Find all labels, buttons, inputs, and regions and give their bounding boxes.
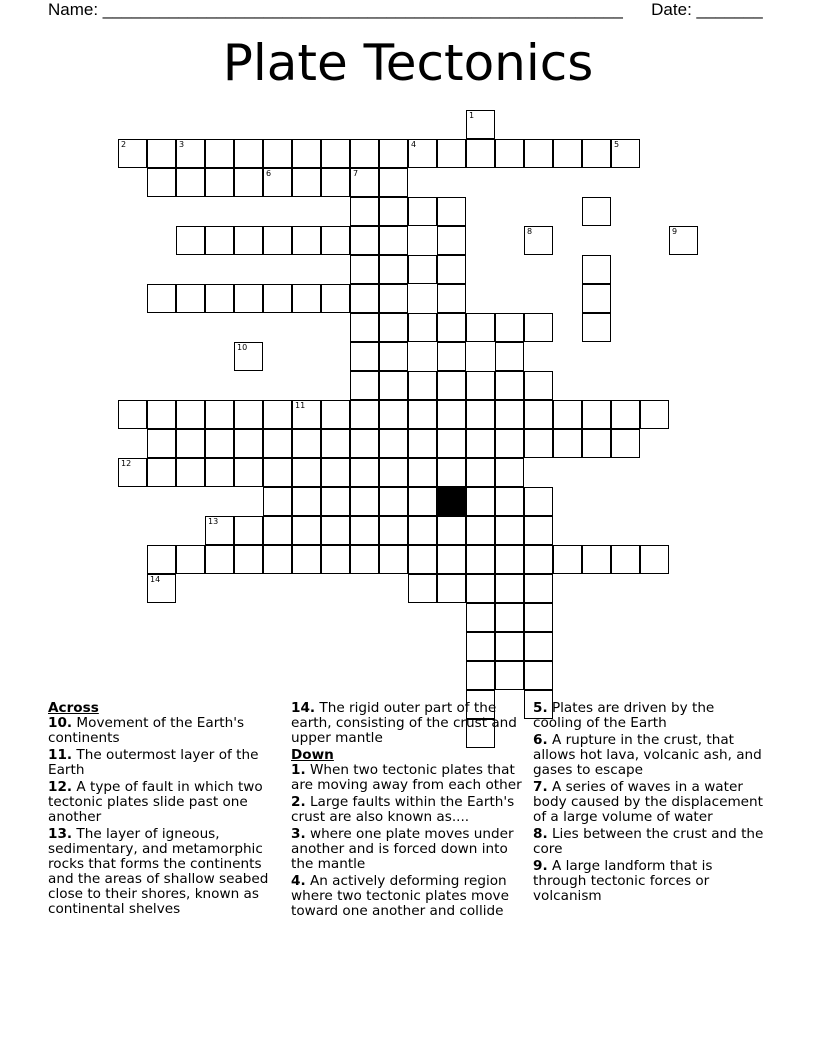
- grid-cell[interactable]: [495, 516, 524, 545]
- grid-cell[interactable]: [582, 313, 611, 342]
- grid-cell[interactable]: [408, 487, 437, 516]
- grid-cell[interactable]: [321, 226, 350, 255]
- grid-cell[interactable]: [176, 458, 205, 487]
- clue-number-label: 13: [208, 517, 219, 526]
- clue-across-12: [48, 780, 276, 825]
- grid-cell[interactable]: [437, 429, 466, 458]
- grid-cell[interactable]: [292, 168, 321, 197]
- grid-cell[interactable]: [292, 139, 321, 168]
- grid-cell[interactable]: [553, 429, 582, 458]
- grid-cell[interactable]: [263, 487, 292, 516]
- grid-cell[interactable]: [582, 284, 611, 313]
- grid-cell[interactable]: [640, 545, 669, 574]
- grid-cell[interactable]: [234, 226, 263, 255]
- clue-number-label: 9: [672, 227, 678, 236]
- clues-column-2: [291, 701, 523, 921]
- grid-cell[interactable]: [611, 400, 640, 429]
- clue-number-label: 10: [237, 343, 248, 352]
- grid-cell[interactable]: [524, 313, 553, 342]
- grid-cell[interactable]: [437, 516, 466, 545]
- grid-cell[interactable]: [466, 110, 495, 139]
- grid-cell[interactable]: [205, 139, 234, 168]
- grid-cell[interactable]: [466, 574, 495, 603]
- clue-number: 9.: [533, 858, 548, 874]
- grid-cell[interactable]: [495, 342, 524, 371]
- clue-down-6: [533, 733, 765, 778]
- clues-column-1: [48, 701, 276, 919]
- grid-cell[interactable]: [263, 429, 292, 458]
- grid-cell[interactable]: [495, 429, 524, 458]
- clue-number: 14.: [291, 700, 316, 716]
- grid-cell[interactable]: [437, 313, 466, 342]
- grid-cell[interactable]: [495, 661, 524, 690]
- grid-cell[interactable]: [147, 458, 176, 487]
- grid-cell[interactable]: [379, 400, 408, 429]
- grid-cell[interactable]: [234, 545, 263, 574]
- grid-cell[interactable]: [321, 458, 350, 487]
- grid-cell[interactable]: [379, 284, 408, 313]
- grid-cell[interactable]: [437, 255, 466, 284]
- grid-cell[interactable]: [495, 400, 524, 429]
- across-heading: Across: [48, 700, 99, 716]
- grid-cell[interactable]: [437, 284, 466, 313]
- grid-cell[interactable]: [553, 139, 582, 168]
- grid-cell[interactable]: [495, 371, 524, 400]
- clue-down-8: [533, 827, 765, 857]
- grid-cell[interactable]: [379, 487, 408, 516]
- grid-cell[interactable]: [379, 197, 408, 226]
- clue-number: 12.: [48, 779, 73, 795]
- grid-cell[interactable]: [611, 139, 640, 168]
- grid-cell[interactable]: [350, 429, 379, 458]
- grid-cell[interactable]: [495, 603, 524, 632]
- grid-cell[interactable]: [205, 429, 234, 458]
- grid-cell[interactable]: [321, 168, 350, 197]
- grid-cell[interactable]: [350, 371, 379, 400]
- clue-number: 1.: [291, 762, 306, 778]
- grid-cell[interactable]: [118, 400, 147, 429]
- grid-cell[interactable]: [408, 516, 437, 545]
- grid-cell[interactable]: [466, 371, 495, 400]
- grid-cell[interactable]: [437, 458, 466, 487]
- grid-cell[interactable]: [466, 458, 495, 487]
- grid-cell[interactable]: [437, 371, 466, 400]
- grid-cell[interactable]: [147, 400, 176, 429]
- grid-cell[interactable]: [176, 545, 205, 574]
- grid-cell[interactable]: [292, 429, 321, 458]
- clue-text: A large landform that is through tectonic forces or volcanism: [533, 858, 713, 904]
- grid-cell[interactable]: [524, 139, 553, 168]
- date-label: Date:: [651, 0, 697, 19]
- grid-cell[interactable]: [379, 139, 408, 168]
- grid-cell[interactable]: [321, 516, 350, 545]
- grid-cell[interactable]: [640, 400, 669, 429]
- grid-cell[interactable]: [263, 400, 292, 429]
- grid-cell[interactable]: [263, 139, 292, 168]
- clue-number-label: 3: [179, 140, 185, 149]
- grid-cell[interactable]: [350, 458, 379, 487]
- grid-cell[interactable]: [292, 400, 321, 429]
- grid-cell[interactable]: [466, 632, 495, 661]
- grid-cell[interactable]: [437, 197, 466, 226]
- clue-text: The outermost layer of the Earth: [48, 747, 259, 778]
- grid-cell[interactable]: [263, 458, 292, 487]
- clue-number: 2.: [291, 794, 306, 810]
- grid-cell[interactable]: [321, 429, 350, 458]
- grid-cell[interactable]: [466, 400, 495, 429]
- grid-cell[interactable]: [466, 313, 495, 342]
- grid-cell[interactable]: [408, 429, 437, 458]
- grid-cell[interactable]: [350, 313, 379, 342]
- grid-cell[interactable]: [147, 429, 176, 458]
- clue-number-label: 12: [121, 459, 132, 468]
- grid-cell[interactable]: [495, 632, 524, 661]
- grid-cell[interactable]: [292, 284, 321, 313]
- grid-cell[interactable]: [379, 458, 408, 487]
- grid-cell[interactable]: [321, 139, 350, 168]
- grid-cell[interactable]: [263, 226, 292, 255]
- clue-across-13: [48, 827, 276, 917]
- clue-number: 11.: [48, 747, 73, 763]
- clue-number-label: 2: [121, 140, 127, 149]
- grid-cell[interactable]: [611, 545, 640, 574]
- grid-cell[interactable]: [321, 284, 350, 313]
- grid-cell[interactable]: [118, 458, 147, 487]
- grid-cell[interactable]: [147, 284, 176, 313]
- clue-number: 7.: [533, 779, 548, 795]
- grid-cell[interactable]: [263, 516, 292, 545]
- grid-cell[interactable]: [350, 342, 379, 371]
- grid-cell[interactable]: [205, 400, 234, 429]
- grid-cell[interactable]: [350, 197, 379, 226]
- grid-cell[interactable]: [408, 545, 437, 574]
- grid-cell[interactable]: [466, 429, 495, 458]
- grid-cell[interactable]: [321, 487, 350, 516]
- grid-cell[interactable]: [379, 516, 408, 545]
- clue-number: 3.: [291, 826, 306, 842]
- grid-cell[interactable]: [408, 197, 437, 226]
- grid-cell[interactable]: [350, 400, 379, 429]
- grid-cell[interactable]: [205, 168, 234, 197]
- grid-cell[interactable]: [292, 458, 321, 487]
- grid-cell[interactable]: [466, 661, 495, 690]
- grid-cell[interactable]: [524, 400, 553, 429]
- clue-down-7: [533, 780, 765, 825]
- grid-cell[interactable]: [147, 574, 176, 603]
- grid-cell[interactable]: [582, 255, 611, 284]
- clue-text: When two tectonic plates that are moving away from each other: [291, 762, 522, 793]
- grid-cell[interactable]: [205, 284, 234, 313]
- clue-number: 13.: [48, 826, 73, 842]
- down-heading: Down: [291, 747, 334, 763]
- clue-across-14: [291, 701, 523, 746]
- grid-cell[interactable]: [147, 139, 176, 168]
- name-line[interactable]: _______________________________________________________: [102, 0, 623, 19]
- clue-text: Plates are driven by the cooling of the Earth: [533, 700, 715, 731]
- grid-cell[interactable]: [379, 313, 408, 342]
- clue-down-1: [291, 763, 523, 793]
- grid-cell[interactable]: [524, 371, 553, 400]
- grid-cell[interactable]: [176, 226, 205, 255]
- clue-number-label: 7: [353, 169, 359, 178]
- grid-cell[interactable]: [524, 487, 553, 516]
- clue-across-10: [48, 716, 276, 746]
- grid-cell[interactable]: [553, 400, 582, 429]
- clue-number: 4.: [291, 873, 306, 889]
- clue-down-5: [533, 701, 765, 731]
- grid-cell[interactable]: [350, 226, 379, 255]
- clue-down-2: [291, 795, 523, 825]
- grid-cell[interactable]: [379, 168, 408, 197]
- grid-cell[interactable]: [408, 371, 437, 400]
- grid-cell[interactable]: [263, 168, 292, 197]
- clues-column-3: [533, 701, 765, 906]
- clue-text: An actively deforming region where two tectonic plates move toward one another and collide: [291, 873, 509, 919]
- grid-cell[interactable]: [118, 139, 147, 168]
- grid-cell[interactable]: [466, 487, 495, 516]
- clue-number-label: 5: [614, 140, 620, 149]
- grid-cell[interactable]: [437, 226, 466, 255]
- grid-cell[interactable]: [524, 661, 553, 690]
- grid-cell[interactable]: [495, 487, 524, 516]
- grid-cell[interactable]: [234, 342, 263, 371]
- grid-cell[interactable]: [408, 313, 437, 342]
- clue-across-11: [48, 748, 276, 778]
- name-label: Name:: [48, 0, 103, 19]
- grid-cell[interactable]: [321, 400, 350, 429]
- date-line[interactable]: _______: [696, 0, 763, 19]
- clue-number-label: 4: [411, 140, 417, 149]
- grid-cell[interactable]: [466, 603, 495, 632]
- grid-cell[interactable]: [379, 226, 408, 255]
- clue-number-label: 8: [527, 227, 533, 236]
- grid-cell[interactable]: [582, 545, 611, 574]
- grid-cell[interactable]: [176, 168, 205, 197]
- clue-number-label: 1: [469, 111, 475, 120]
- grid-cell[interactable]: [495, 574, 524, 603]
- clue-number: 8.: [533, 826, 548, 842]
- grid-cell[interactable]: [408, 400, 437, 429]
- grid-cell[interactable]: [524, 226, 553, 255]
- grid-cell[interactable]: [292, 487, 321, 516]
- grid-cell[interactable]: [553, 545, 582, 574]
- clue-number: 5.: [533, 700, 548, 716]
- grid-cell[interactable]: [437, 139, 466, 168]
- grid-cell[interactable]: [350, 516, 379, 545]
- grid-cell[interactable]: [350, 255, 379, 284]
- grid-cell[interactable]: [408, 458, 437, 487]
- grid-cell[interactable]: [524, 574, 553, 603]
- grid-cell[interactable]: [205, 458, 234, 487]
- grid-cell[interactable]: [466, 516, 495, 545]
- grid-cell[interactable]: [524, 603, 553, 632]
- grid-cell[interactable]: [582, 197, 611, 226]
- grid-cell[interactable]: [495, 313, 524, 342]
- grid-cell[interactable]: [466, 545, 495, 574]
- grid-cell[interactable]: [495, 139, 524, 168]
- grid-cell[interactable]: [437, 342, 466, 371]
- clue-text: A series of waves in a water body caused by the displacement of a large volume of water: [533, 779, 763, 825]
- grid-cell[interactable]: [466, 139, 495, 168]
- grid-cell[interactable]: [234, 400, 263, 429]
- grid-cell[interactable]: [408, 255, 437, 284]
- grid-cell[interactable]: [379, 342, 408, 371]
- grid-cell[interactable]: [350, 139, 379, 168]
- grid-cell[interactable]: [437, 545, 466, 574]
- grid-cell[interactable]: [350, 545, 379, 574]
- grid-cell[interactable]: [147, 545, 176, 574]
- grid-cell[interactable]: [495, 458, 524, 487]
- clue-text: A type of fault in which two tectonic plates slide past one another: [48, 779, 263, 825]
- clue-number-label: 6: [266, 169, 272, 178]
- grid-cell[interactable]: [611, 429, 640, 458]
- grid-cell[interactable]: [263, 545, 292, 574]
- grid-cell[interactable]: [147, 168, 176, 197]
- grid-cell-black: [437, 487, 466, 516]
- grid-cell[interactable]: [350, 487, 379, 516]
- clue-number: 10.: [48, 715, 73, 731]
- grid-cell[interactable]: [350, 168, 379, 197]
- grid-cell[interactable]: [582, 429, 611, 458]
- grid-cell[interactable]: [582, 139, 611, 168]
- grid-cell[interactable]: [379, 371, 408, 400]
- grid-cell[interactable]: [205, 516, 234, 545]
- grid-cell[interactable]: [234, 284, 263, 313]
- grid-cell[interactable]: [437, 400, 466, 429]
- grid-cell[interactable]: [205, 545, 234, 574]
- page-title: Plate Tectonics: [222, 34, 594, 92]
- grid-cell[interactable]: [379, 255, 408, 284]
- grid-cell[interactable]: [234, 139, 263, 168]
- grid-cell[interactable]: [176, 400, 205, 429]
- grid-cell[interactable]: [495, 545, 524, 574]
- grid-cell[interactable]: [524, 429, 553, 458]
- grid-cell[interactable]: [524, 545, 553, 574]
- clue-text: The layer of igneous, sedimentary, and metamorphic rocks that forms the continents and the areas of shallow seabed close to their shores, known as continental shelves: [48, 826, 269, 917]
- grid-cell[interactable]: [292, 226, 321, 255]
- clue-down-4: [291, 874, 523, 919]
- grid-cell[interactable]: [292, 516, 321, 545]
- grid-cell[interactable]: [321, 545, 350, 574]
- clue-text: Large faults within the Earth's crust are also known as....: [291, 794, 515, 825]
- grid-cell[interactable]: [669, 226, 698, 255]
- grid-cell[interactable]: [176, 139, 205, 168]
- clue-number-label: 14: [150, 575, 161, 584]
- clue-text: Lies between the crust and the core: [533, 826, 764, 857]
- grid-cell[interactable]: [176, 429, 205, 458]
- grid-cell[interactable]: [234, 168, 263, 197]
- grid-cell[interactable]: [524, 516, 553, 545]
- grid-cell[interactable]: [263, 284, 292, 313]
- clue-text: Movement of the Earth's continents: [48, 715, 245, 746]
- clue-number: 6.: [533, 732, 548, 748]
- clue-text: The rigid outer part of the earth, consisting of the crust and upper mantle: [291, 700, 517, 746]
- clue-text: A rupture in the crust, that allows hot lava, volcanic ash, and gases to escape: [533, 732, 762, 778]
- grid-cell[interactable]: [437, 574, 466, 603]
- grid-cell[interactable]: [205, 226, 234, 255]
- grid-cell[interactable]: [234, 458, 263, 487]
- grid-cell[interactable]: [408, 574, 437, 603]
- grid-cell[interactable]: [524, 632, 553, 661]
- grid-cell[interactable]: [379, 429, 408, 458]
- clue-down-9: [533, 859, 765, 904]
- grid-cell[interactable]: [292, 545, 321, 574]
- grid-cell[interactable]: [234, 429, 263, 458]
- clue-number-label: 11: [295, 401, 306, 410]
- grid-cell[interactable]: [408, 139, 437, 168]
- grid-cell[interactable]: [379, 545, 408, 574]
- grid-cell[interactable]: [350, 284, 379, 313]
- clue-text: where one plate moves under another and is forced down into the mantle: [291, 826, 514, 872]
- grid-cell[interactable]: [176, 284, 205, 313]
- clue-down-3: [291, 827, 523, 872]
- grid-cell[interactable]: [234, 516, 263, 545]
- grid-cell[interactable]: [582, 400, 611, 429]
